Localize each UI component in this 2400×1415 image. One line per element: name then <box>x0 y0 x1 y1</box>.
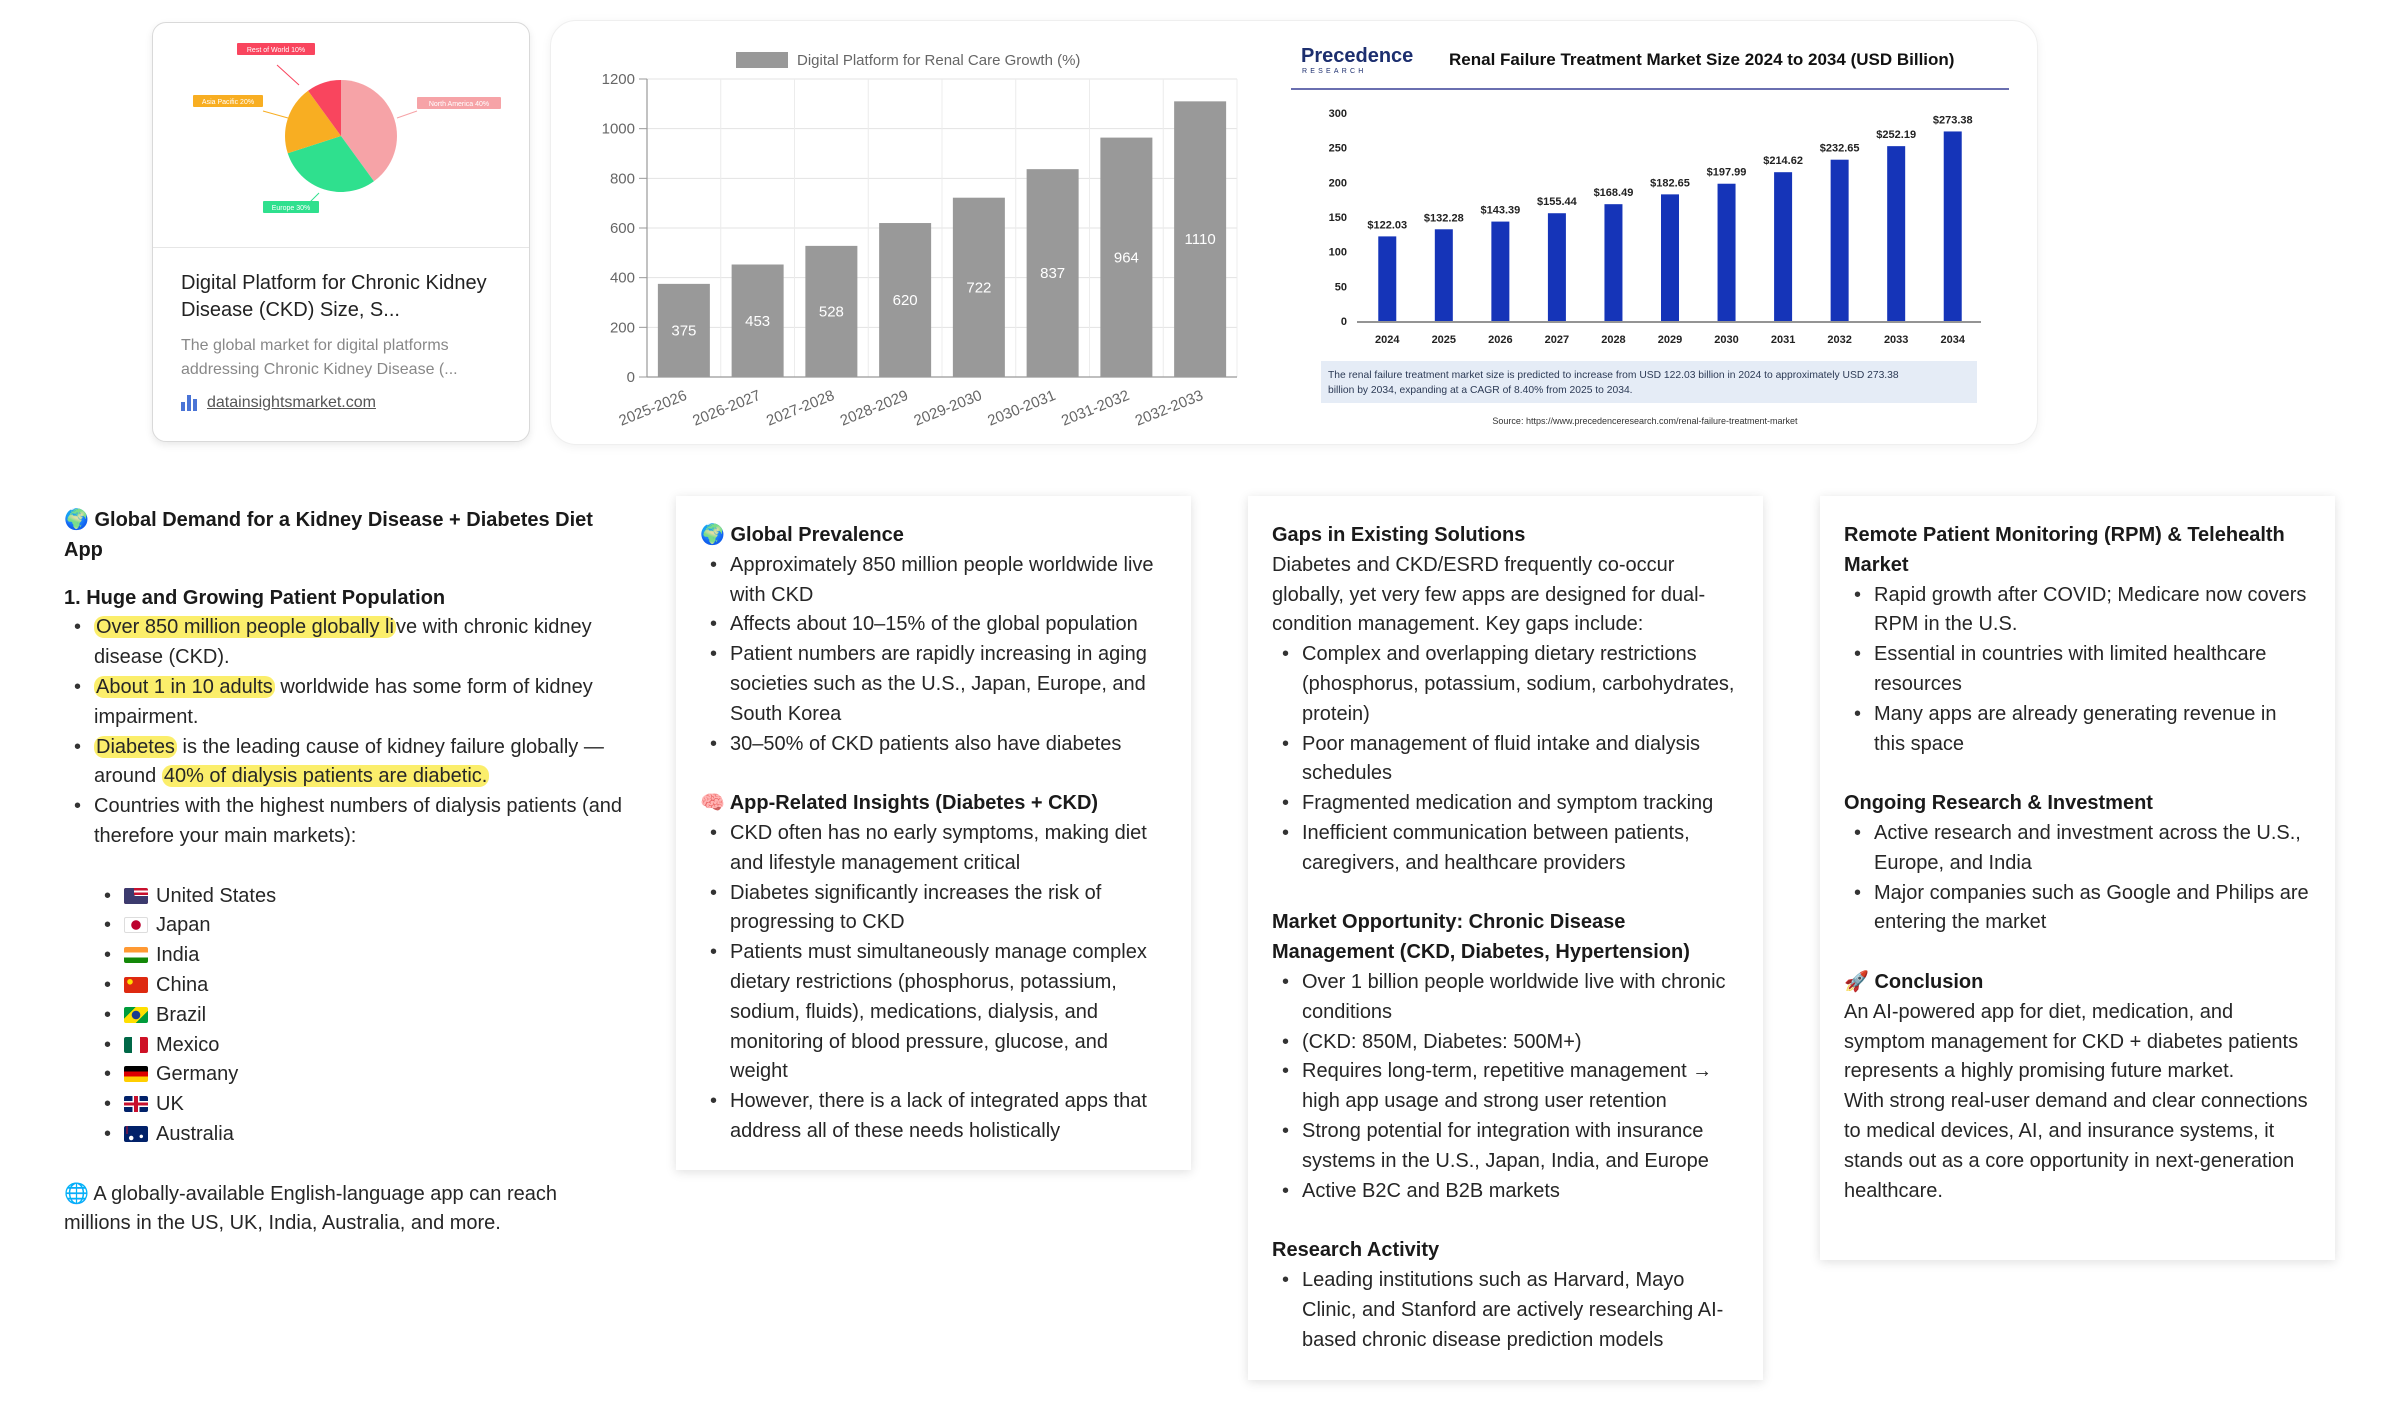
y-tick-label: 0 <box>626 369 635 386</box>
highlight: About 1 in 10 adults <box>96 675 273 698</box>
bar-value-label: $273.38 <box>1932 114 1973 127</box>
list-item: • Poor management of fluid intake and dialysis schedules <box>1272 730 1739 790</box>
section-heading: Remote Patient Monitoring (RPM) & Telehealth Market <box>1844 524 2285 576</box>
bar-value-label: 453 <box>745 312 771 330</box>
x-tick-label: 2027-2028 <box>763 386 837 430</box>
us-flag-icon <box>124 888 148 904</box>
y-tick-label: 200 <box>1328 177 1347 190</box>
country-item <box>64 1120 624 1150</box>
bar-value-label: $214.62 <box>1763 155 1803 168</box>
paragraph: Diabetes and CKD/ESRD frequently co-occur globally, yet very few apps are designed for dual-condition management. Key gaps include: <box>1272 553 1706 636</box>
list-item: • Patient numbers are rapidly increasing in aging societies such as the U.S., Japan, Europe, and South Korea <box>700 640 1167 729</box>
pie-label: Rest of World 10% <box>246 47 306 54</box>
x-tick-label: 2029 <box>1657 334 1683 346</box>
country-item <box>64 911 624 941</box>
bar-value-label: 837 <box>1040 265 1066 283</box>
x-tick-label: 2026-2027 <box>690 386 764 430</box>
list-item: • Inefficient communication between patients, caregivers, and healthcare providers <box>1272 819 1739 879</box>
x-tick-label: 2031-2032 <box>1058 386 1132 430</box>
country-item <box>64 1090 624 1120</box>
list-item: • Strong potential for integration with insurance systems in the U.S., Japan, India, and Europe <box>1272 1117 1739 1177</box>
list-item: • (CKD: 850M, Diabetes: 500M+) <box>1272 1028 1739 1058</box>
highlight: 40% of dialysis patients are diabetic. <box>163 765 488 788</box>
x-tick-label: 2025 <box>1431 334 1457 346</box>
pie-chart <box>153 23 530 248</box>
bar-value-label: 528 <box>818 303 844 321</box>
rpm-list <box>1844 581 2311 760</box>
y-tick-label: 600 <box>609 220 635 237</box>
bar-value-label: 375 <box>671 322 697 340</box>
legend-label: Digital Platform for Renal Care Growth (%) <box>797 52 1081 69</box>
list-item: • Over 1 billion people worldwide live with chronic conditions <box>1272 968 1739 1028</box>
column-global-demand <box>64 506 624 1239</box>
list-item <box>64 613 624 673</box>
section-heading: Ongoing Research & Investment <box>1844 792 2153 815</box>
china-flag-icon <box>124 977 148 993</box>
bar-chart-icon <box>181 395 197 411</box>
logo-subtext: RESEARCH <box>1302 68 1367 75</box>
x-tick-label: 2026 <box>1488 334 1513 346</box>
text: ve with chronic kidney disease (CKD). <box>94 616 592 669</box>
gaps-list <box>1272 640 1739 878</box>
bar-value-label: $168.49 <box>1593 187 1634 200</box>
bar-value-label: 964 <box>1113 249 1139 267</box>
x-tick-label: 2034 <box>1940 334 1965 346</box>
list-item: • CKD often has no early symptoms, making diet and lifestyle management critical <box>700 819 1167 879</box>
bar <box>1718 184 1736 321</box>
country-name: India <box>156 944 200 967</box>
bar <box>1831 160 1849 321</box>
section-heading: Gaps in Existing Solutions <box>1272 524 1526 546</box>
section-heading: 🧠 App-Related Insights (Diabetes + CKD) <box>700 792 1099 815</box>
card-description: The global market for digital platforms addressing Chronic Kidney Disease (... <box>181 337 458 378</box>
uk-flag-icon <box>124 1096 148 1112</box>
card-rpm-and-conclusion <box>1820 496 2335 1260</box>
legend-swatch <box>736 52 788 68</box>
insights-list <box>700 819 1167 1147</box>
list-item: • Complex and overlapping dietary restrictions (phosphorus, potassium, sodium, carbohydrates, protein) <box>1272 640 1739 729</box>
footer-note: 🌐 A globally-available English-language app can reach millions in the US, UK, India, Australia, and more. <box>64 1182 558 1235</box>
bar-value-label: 1110 <box>1184 231 1216 249</box>
list-item: • Diabetes significantly increases the risk of progressing to CKD <box>700 879 1167 939</box>
text: worldwide has some form of kidney impairment. <box>94 675 593 728</box>
country-name: Japan <box>156 914 211 937</box>
y-tick-label: 200 <box>609 319 635 337</box>
highlight: Over 850 million people globally li <box>96 616 394 639</box>
x-tick-label: 2033 <box>1883 334 1909 346</box>
text: Countries with the highest numbers of dialysis patients (and therefore your main markets): <box>94 795 623 847</box>
charts-canvas <box>551 21 2038 445</box>
note-box <box>1321 361 1977 403</box>
list-item: • Active B2C and B2B markets <box>1272 1177 1739 1207</box>
y-tick-label: 1200 <box>601 71 635 88</box>
x-tick-label: 2032-2033 <box>1132 386 1206 430</box>
x-tick-label: 2027 <box>1544 334 1570 346</box>
list-item <box>64 673 624 733</box>
list-item: • Leading institutions such as Harvard, Mayo Clinic, and Stanford are actively researching AI-based chronic disease prediction models <box>1272 1266 1739 1355</box>
chart-title: Renal Failure Treatment Market Size 2024 to 2034 (USD Billion) <box>1449 50 1955 69</box>
x-tick-label: 2031 <box>1770 334 1796 346</box>
pie-label: Europe 30% <box>271 205 311 212</box>
bar-value-label: $155.44 <box>1537 196 1577 209</box>
x-tick-label: 2032 <box>1827 334 1852 346</box>
section-heading: Market Opportunity: Chronic Disease Management (CKD, Diabetes, Hypertension) <box>1272 911 1690 964</box>
bar-value-label: $143.39 <box>1480 204 1521 217</box>
bar-value-label: $232.65 <box>1819 142 1860 155</box>
bar <box>1548 213 1566 321</box>
conclusion-paragraph: With strong real-user demand and clear connections to medical devices, AI, and insurance systems, it stands out as a core opportunity in next-generation healthcare. <box>1844 1090 2308 1202</box>
y-tick-label: 250 <box>1328 142 1347 155</box>
x-tick-label: 2028-2029 <box>837 386 911 430</box>
y-tick-label: 1000 <box>601 120 635 138</box>
section-heading: 🚀 Conclusion <box>1844 970 1984 993</box>
country-item <box>64 971 624 1001</box>
x-tick-label: 2029-2030 <box>911 386 985 430</box>
opportunity-list <box>1272 968 1739 1206</box>
bar <box>1661 194 1679 321</box>
source-link-text[interactable]: datainsightsmarket.com <box>207 394 376 411</box>
bar <box>1944 131 1962 321</box>
country-item <box>64 941 624 971</box>
country-item <box>64 882 624 912</box>
y-tick-label: 150 <box>1328 212 1347 224</box>
country-name: Brazil <box>156 1003 207 1026</box>
pie-leader-line <box>277 65 299 85</box>
pie-leader-line <box>397 111 417 118</box>
list-item: • Major companies such as Google and Philips are entering the market <box>1844 879 2311 939</box>
list-item <box>64 733 624 793</box>
y-tick-label: 50 <box>1334 281 1347 294</box>
y-tick-label: 0 <box>1340 316 1347 328</box>
x-tick-label: 2030 <box>1714 334 1739 346</box>
population-list <box>64 613 624 851</box>
card-title: Digital Platform for Chronic Kidney Disease (CKD) Size, S... <box>181 272 487 321</box>
bar-value-label: $252.19 <box>1876 129 1917 142</box>
bar-value-label: $132.28 <box>1423 212 1464 225</box>
country-name: Mexico <box>156 1033 220 1056</box>
list-item: • Patients must simultaneously manage complex dietary restrictions (phosphorus, potassium, sodium, fluids), medications, dialysis, and monitoring of blood pressure, glucose, and weight <box>700 938 1167 1087</box>
note-text: The renal failure treatment market size is predicted to increase from USD 122.03 billion in 2024 to approximately USD 273.38 <box>1328 370 1899 381</box>
india-flag-icon <box>124 947 148 963</box>
conclusion-paragraph: An AI-powered app for diet, medication, and symptom management for CKD + diabetes patients represents a highly promising future market. <box>1844 1000 2299 1083</box>
x-tick-label: 2025-2026 <box>616 386 690 430</box>
logo-text: Precedence <box>1301 45 1414 67</box>
country-item <box>64 1060 624 1090</box>
bar-value-label: $197.99 <box>1706 166 1747 179</box>
country-name: Australia <box>156 1122 234 1145</box>
country-name: Germany <box>156 1063 239 1086</box>
x-tick-label: 2030-2031 <box>985 386 1059 430</box>
country-list <box>64 882 624 1150</box>
brazil-flag-icon <box>124 1007 148 1023</box>
country-item <box>64 1031 624 1061</box>
y-tick-label: 100 <box>1328 246 1347 259</box>
prevalence-list <box>700 551 1167 760</box>
list-item: • Affects about 10–15% of the global population <box>700 610 1167 640</box>
card-global-prevalence <box>676 496 1191 1170</box>
australia-flag-icon <box>124 1126 148 1142</box>
x-tick-label: 2024 <box>1375 334 1400 346</box>
bar-value-label: 620 <box>892 292 918 310</box>
note-text: billion by 2034, expanding at a CAGR of 8.40% from 2025 to 2034. <box>1328 385 1633 396</box>
list-item: • Rapid growth after COVID; Medicare now covers RPM in the U.S. <box>1844 581 2311 641</box>
research-investment-list <box>1844 819 2311 938</box>
bar-value-label: $122.03 <box>1367 219 1408 232</box>
bar <box>1491 222 1509 321</box>
bar <box>1435 229 1453 321</box>
list-item: • 30–50% of CKD patients also have diabetes <box>700 730 1167 760</box>
pie-chart-thumbnail <box>153 23 529 248</box>
y-tick-label: 800 <box>609 170 635 188</box>
country-name: United States <box>156 884 277 907</box>
y-tick-label: 300 <box>1328 108 1347 120</box>
pie-leader-line <box>263 111 288 118</box>
bar-value-label: 722 <box>966 279 992 297</box>
bar <box>1774 172 1792 321</box>
list-item <box>64 792 624 852</box>
x-tick-label: 2028 <box>1601 334 1626 346</box>
bar <box>1887 146 1905 321</box>
list-item: • Active research and investment across the U.S., Europe, and India <box>1844 819 2311 879</box>
subsection-heading: 1. Huge and Growing Patient Population <box>64 586 446 609</box>
country-name: China <box>156 973 209 996</box>
list-item: • Fragmented medication and symptom tracking <box>1272 789 1739 819</box>
list-item: • Many apps are already generating revenue in this space <box>1844 700 2311 760</box>
germany-flag-icon <box>124 1066 148 1082</box>
bar-value-label: $182.65 <box>1650 177 1690 190</box>
list-item: • Essential in countries with limited healthcare resources <box>1844 640 2311 700</box>
highlight: Diabetes <box>96 735 175 758</box>
section-heading: 🌍 Global Demand for a Kidney Disease + Diabetes Diet App <box>64 509 593 561</box>
list-item: • Requires long-term, repetitive management → high app usage and strong user retention <box>1272 1057 1739 1117</box>
bar <box>1604 204 1622 321</box>
source-link[interactable] <box>181 394 501 412</box>
section-heading: 🌍 Global Prevalence <box>700 524 904 546</box>
pie-label: Asia Pacific 20% <box>201 99 255 106</box>
pie-label: North America 40% <box>428 101 490 108</box>
japan-flag-icon <box>124 917 148 933</box>
card-gaps-and-opportunity <box>1248 496 1763 1380</box>
mexico-flag-icon <box>124 1037 148 1053</box>
country-item <box>64 1001 624 1031</box>
source-card-datainsights[interactable] <box>152 22 530 442</box>
text: is the leading cause of kidney failure globally — around <box>94 735 604 788</box>
y-tick-label: 400 <box>609 269 635 287</box>
bar <box>1378 236 1396 321</box>
list-item: • However, there is a lack of integrated apps that address all of these needs holistically <box>700 1087 1167 1147</box>
source-text: Source: https://www.precedenceresearch.com/renal-failure-treatment-market <box>1492 416 1798 426</box>
section-heading: Research Activity <box>1272 1239 1440 1262</box>
list-item: • Approximately 850 million people worldwide live with CKD <box>700 551 1167 611</box>
research-list <box>1272 1266 1739 1355</box>
charts-card <box>550 20 2038 445</box>
country-name: UK <box>156 1093 184 1116</box>
